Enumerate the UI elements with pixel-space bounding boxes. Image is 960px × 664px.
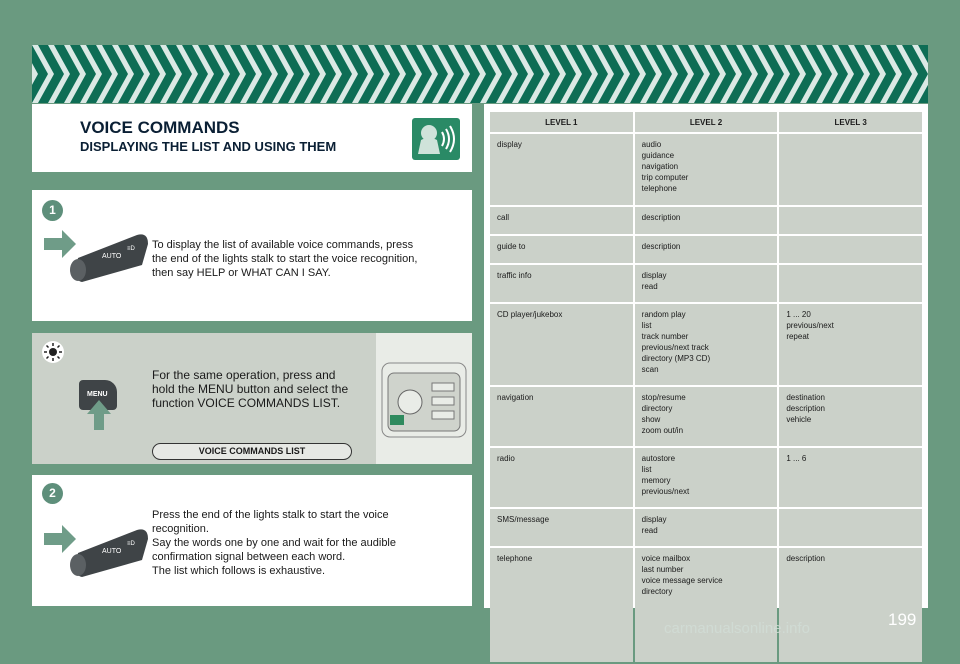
cell-text: display <box>641 271 667 280</box>
cell-text: telephone <box>641 184 677 193</box>
cell-text: display <box>641 515 667 524</box>
cell-text: CD player/jukebox <box>497 310 563 319</box>
cell-text: show <box>641 415 661 424</box>
cell-text: list <box>641 465 652 474</box>
cell-text: autostore <box>641 454 676 463</box>
header-band <box>32 45 928 103</box>
step2-line: recognition. <box>152 523 209 535</box>
tip-text <box>152 368 348 410</box>
tip-line: hold the MENU button and select the <box>152 382 349 396</box>
table-row <box>490 387 922 446</box>
chevron-pattern <box>32 45 928 103</box>
column-header: LEVEL 3 <box>779 112 922 132</box>
page-title: VOICE COMMANDS <box>80 118 240 137</box>
svg-text:AUTO: AUTO <box>102 548 122 555</box>
step1-line: To display the list of available voice commands, press <box>152 239 414 251</box>
level2-cell <box>635 236 778 263</box>
tip-panel <box>32 333 472 464</box>
level1-cell <box>490 236 633 263</box>
level3-cell <box>779 548 922 662</box>
lights-stalk-illustration <box>42 515 152 595</box>
page-number: 199 <box>888 610 917 629</box>
cell-text: track number <box>641 332 689 341</box>
cell-text: call <box>497 213 510 222</box>
level2-cell <box>635 134 778 205</box>
level3-cell <box>779 236 922 263</box>
cell-text: 1 ... 6 <box>786 454 807 463</box>
table-row <box>490 509 922 546</box>
table-header-row <box>490 112 922 132</box>
watermark: carmanualsonline.info <box>664 620 810 637</box>
cell-text: previous/next <box>786 321 834 330</box>
step2-line: Press the end of the lights stalk to start the voice <box>152 509 389 521</box>
commands-table-panel <box>484 104 928 608</box>
tip-line: For the same operation, press and <box>152 368 336 382</box>
step2-panel <box>32 475 472 606</box>
cell-text: previous/next <box>641 487 690 496</box>
page-subtitle: DISPLAYING THE LIST AND USING THEM <box>80 139 337 154</box>
column-header: LEVEL 2 <box>635 112 778 132</box>
tip-sun-icon <box>42 341 64 363</box>
cell-text: list <box>641 321 652 330</box>
cell-text: display <box>497 140 522 149</box>
step-badge-1: 1 <box>42 200 63 221</box>
voice-commands-list-button: VOICE COMMANDS LIST <box>152 443 352 460</box>
cell-text: repeat <box>786 332 809 341</box>
commands-table <box>488 110 924 664</box>
step2-text <box>152 508 396 578</box>
cell-text: 1 ... 20 <box>786 310 811 319</box>
voice-speaker-icon <box>412 118 460 160</box>
table-row <box>490 236 922 263</box>
cell-text: read <box>641 526 658 535</box>
cell-text: description <box>786 554 825 563</box>
level1-cell <box>490 304 633 385</box>
cell-text: destination <box>786 393 826 402</box>
step2-line: The list which follows is exhaustive. <box>152 565 326 577</box>
cell-text: telephone <box>497 554 533 563</box>
cell-text: directory (MP3 CD) <box>641 354 711 363</box>
level3-cell <box>779 448 922 507</box>
cell-text: vehicle <box>786 415 812 424</box>
cell-text: radio <box>497 454 515 463</box>
cell-text: navigation <box>641 162 679 171</box>
cell-text: memory <box>641 476 671 485</box>
cell-text: zoom out/in <box>641 426 684 435</box>
level2-cell <box>635 207 778 234</box>
cell-text: stop/resume <box>641 393 686 402</box>
step2-line: confirmation signal between each word. <box>152 551 346 563</box>
tip-line: function VOICE COMMANDS LIST. <box>152 396 341 410</box>
level3-cell <box>779 207 922 234</box>
level3-cell <box>779 387 922 446</box>
level2-cell <box>635 265 778 302</box>
level1-cell <box>490 265 633 302</box>
table-row <box>490 207 922 234</box>
svg-text:≡D: ≡D <box>127 246 135 252</box>
level2-cell <box>635 548 778 662</box>
cell-text: traffic info <box>497 271 532 280</box>
cell-text: description <box>786 404 825 413</box>
svg-text:AUTO: AUTO <box>102 253 122 260</box>
level2-cell <box>635 304 778 385</box>
cell-text: voice message service <box>641 576 723 585</box>
table-row <box>490 548 922 662</box>
cell-text: guidance <box>641 151 675 160</box>
cell-text: directory <box>641 587 673 596</box>
cell-text: random play <box>641 310 686 319</box>
step1-line: then say HELP or WHAT CAN I SAY. <box>152 267 331 279</box>
level1-cell <box>490 387 633 446</box>
level1-cell <box>490 207 633 234</box>
level1-cell <box>490 548 633 662</box>
cell-text: last number <box>641 565 684 574</box>
cell-text: description <box>641 242 681 251</box>
level2-cell <box>635 387 778 446</box>
cell-text: voice mailbox <box>641 554 691 563</box>
step1-text <box>152 238 417 280</box>
level2-cell <box>635 509 778 546</box>
level3-cell <box>779 304 922 385</box>
table-row <box>490 134 922 205</box>
cell-text: guide to <box>497 242 526 251</box>
cell-text: SMS/message <box>497 515 550 524</box>
cell-text: scan <box>641 365 659 374</box>
table-row <box>490 448 922 507</box>
level3-cell <box>779 134 922 205</box>
level1-cell <box>490 509 633 546</box>
svg-text:≡D: ≡D <box>127 541 135 547</box>
title-box <box>32 104 472 172</box>
level1-cell <box>490 448 633 507</box>
menu-button-label: MENU <box>87 391 108 398</box>
lights-stalk-illustration <box>42 220 152 300</box>
menu-button-illustration <box>77 378 121 430</box>
radio-panel-illustration <box>376 333 472 464</box>
step-badge-2: 2 <box>42 483 63 504</box>
column-header: LEVEL 1 <box>490 112 633 132</box>
cell-text: directory <box>641 404 673 413</box>
level2-cell <box>635 448 778 507</box>
level1-cell <box>490 134 633 205</box>
level3-cell <box>779 509 922 546</box>
level3-cell <box>779 265 922 302</box>
table-row <box>490 265 922 302</box>
step1-panel <box>32 190 472 321</box>
cell-text: description <box>641 213 681 222</box>
cell-text: navigation <box>497 393 534 402</box>
step2-line: Say the words one by one and wait for the audible <box>152 537 396 549</box>
cell-text: trip computer <box>641 173 689 182</box>
table-row <box>490 304 922 385</box>
cell-text: read <box>641 282 658 291</box>
cell-text: audio <box>641 140 662 149</box>
step1-line: the end of the lights stalk to start the voice recognition, <box>152 253 418 265</box>
cell-text: previous/next track <box>641 343 709 352</box>
